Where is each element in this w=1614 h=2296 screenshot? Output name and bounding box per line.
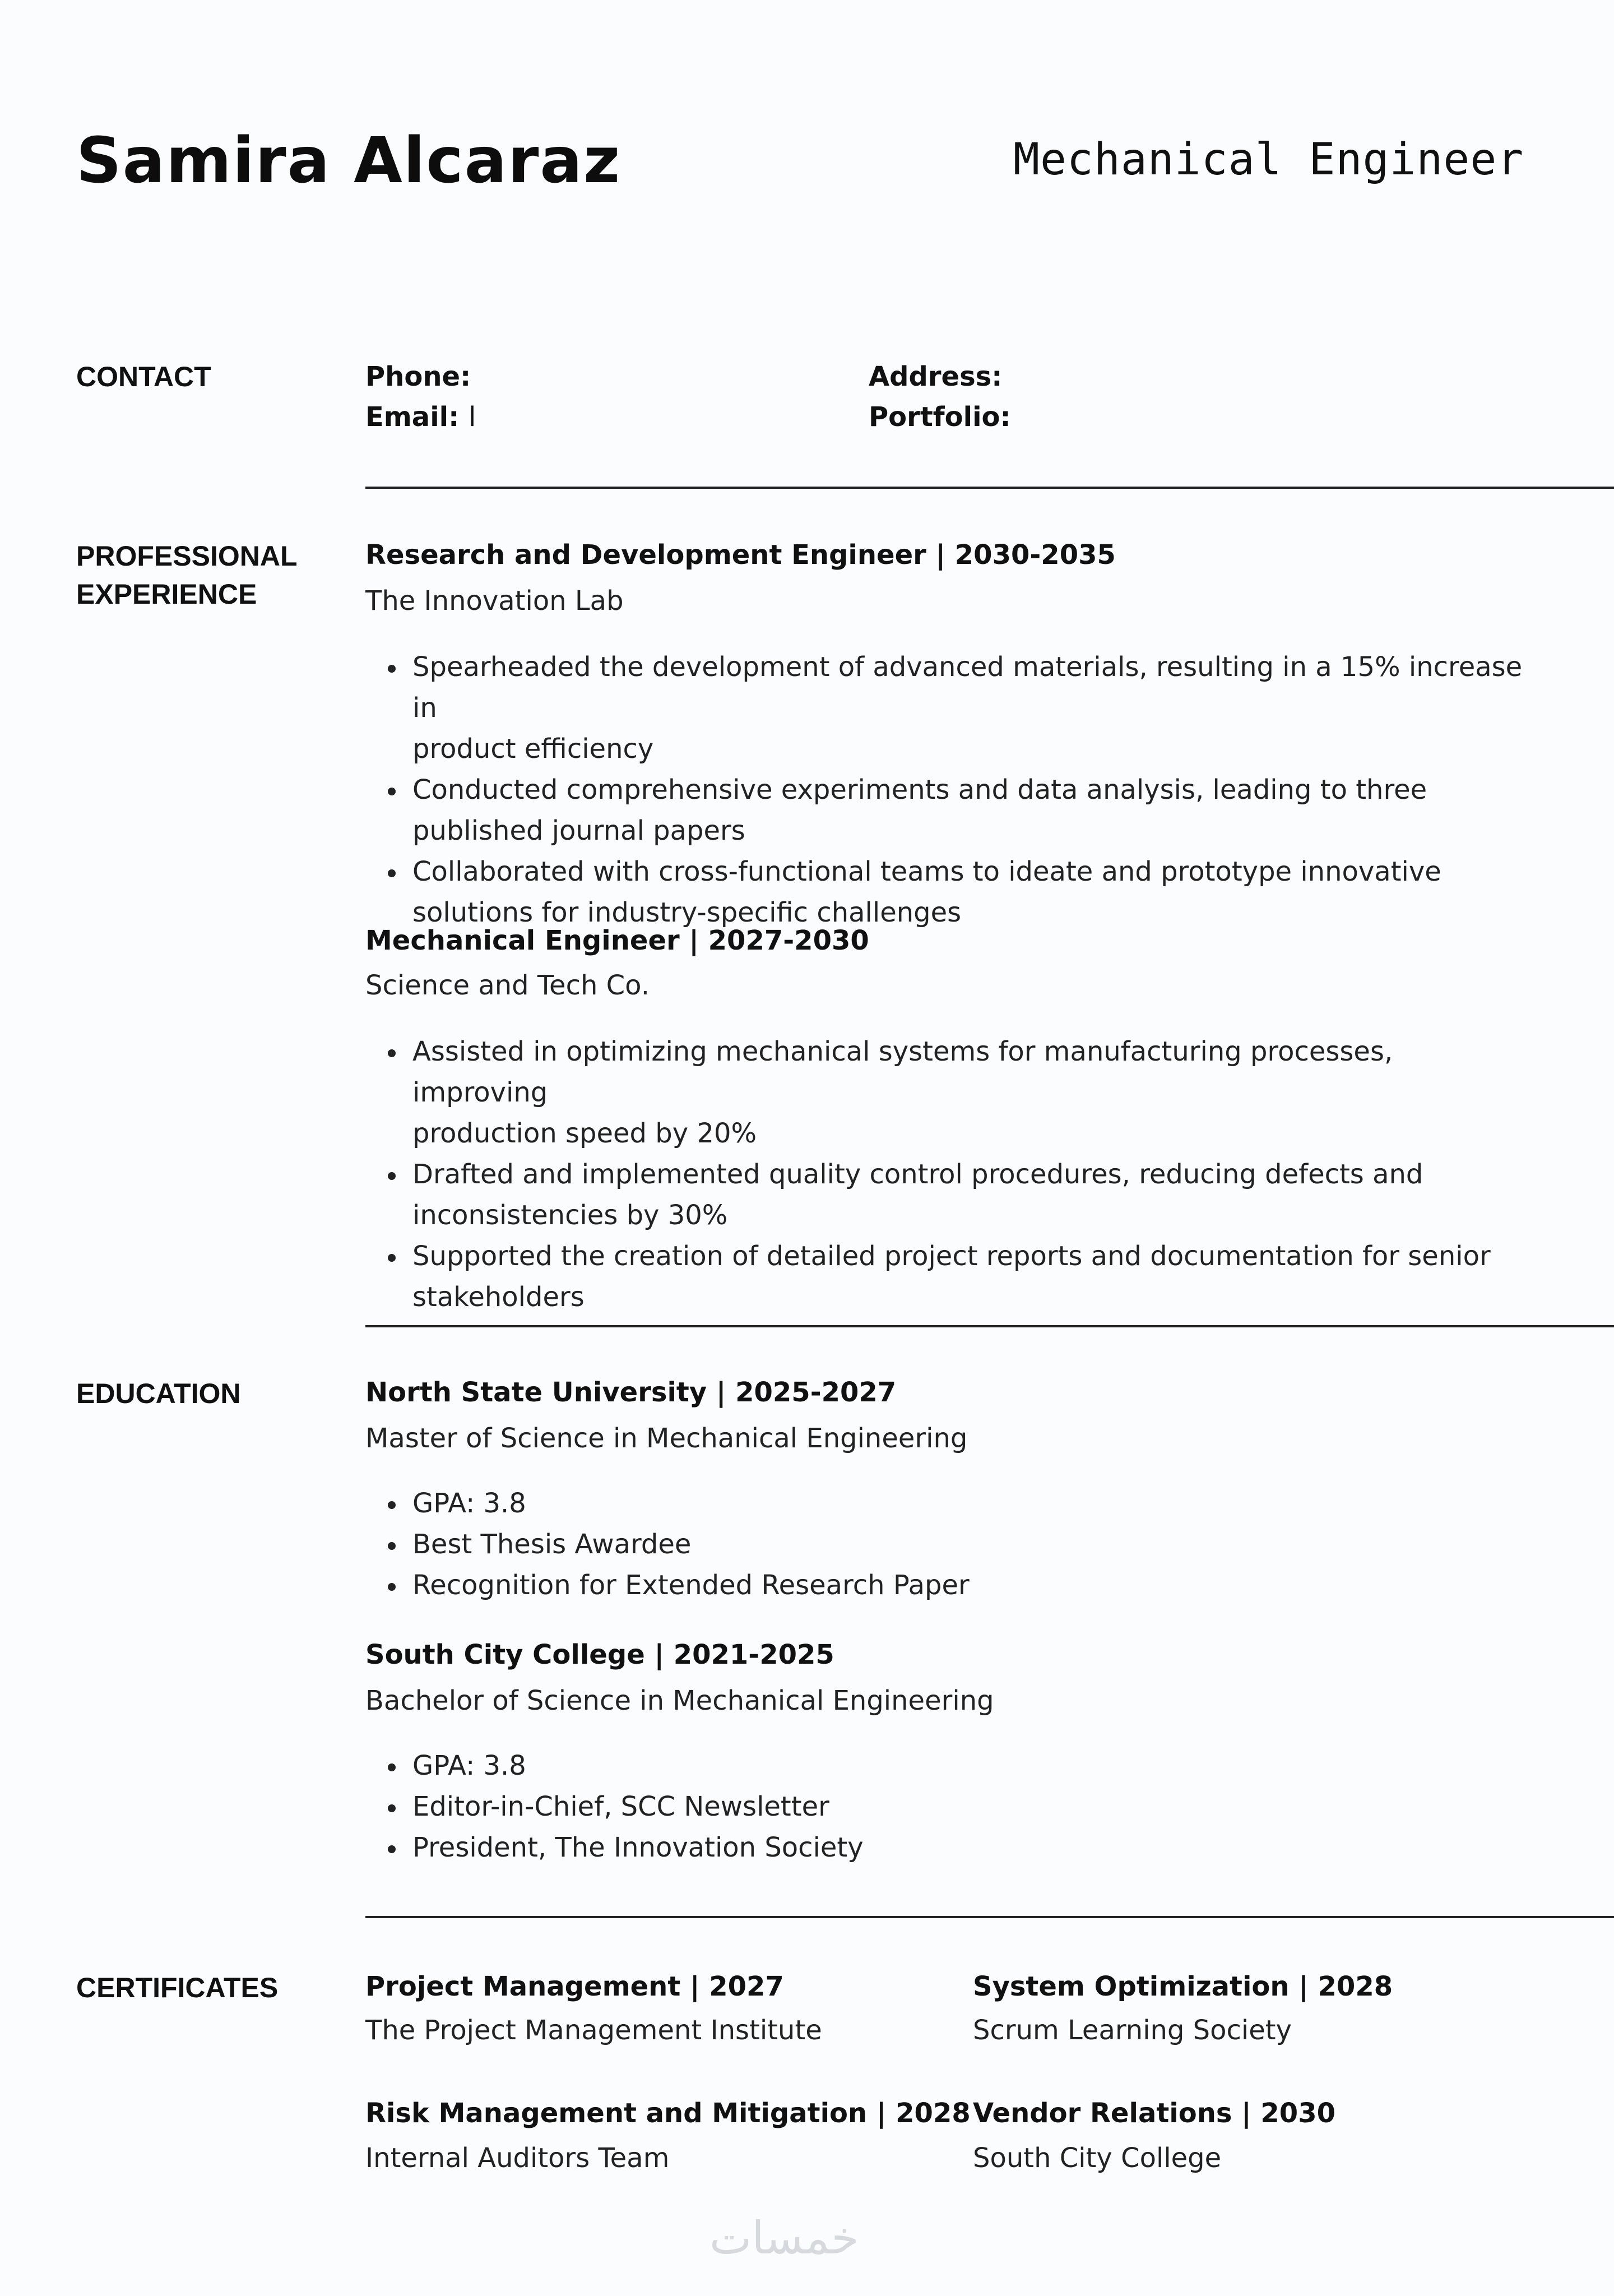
list-item: Best Thesis Awardee: [412, 1524, 1533, 1565]
certificate-title-2: System Optimization | 2028: [973, 1971, 1393, 2002]
certificate-issuer-2: Scrum Learning Society: [973, 2015, 1292, 2046]
section-divider: [365, 1916, 1614, 1918]
section-divider: [365, 487, 1614, 489]
school-bullets-1: [412, 1483, 1533, 1606]
job-title: Mechanical Engineer: [1013, 135, 1524, 185]
list-item-continuation: inconsistencies by 30%: [412, 1200, 728, 1231]
certificate-issuer-4: South City College: [973, 2142, 1222, 2174]
school-title-2: South City College | 2021-2025: [365, 1639, 834, 1670]
certificate-issuer-3: Internal Auditors Team: [365, 2142, 670, 2174]
address-label: Address:: [869, 361, 1003, 392]
section-divider: [365, 1325, 1614, 1327]
job-company-1: The Innovation Lab: [365, 585, 624, 617]
experience-heading: PROFESSIONAL EXPERIENCE: [76, 540, 298, 610]
school-degree-2: Bachelor of Science in Mechanical Engineering: [365, 1685, 994, 1716]
education-heading: EDUCATION: [76, 1378, 241, 1409]
candidate-name: Samira Alcaraz: [76, 124, 622, 197]
certificates-heading: CERTIFICATES: [76, 1972, 279, 2003]
job-title-2: Mechanical Engineer | 2027-2030: [365, 925, 869, 956]
list-item: President, The Innovation Society: [412, 1827, 1533, 1868]
job-bullets-1: [412, 647, 1533, 933]
portfolio-label: Portfolio:: [869, 401, 1011, 433]
list-item-continuation: solutions for industry-specific challenges: [412, 897, 962, 928]
list-item-continuation: product efficiency: [412, 733, 654, 765]
list-item-continuation: published journal papers: [412, 815, 745, 846]
list-item-continuation: stakeholders: [412, 1281, 585, 1313]
list-item: GPA: 3.8: [412, 1746, 1533, 1786]
school-bullets-2: [412, 1746, 1533, 1868]
list-item: Conducted comprehensive experiments and data analysis, leading to three: [412, 770, 1533, 811]
list-item: Drafted and implemented quality control procedures, reducing defects and: [412, 1154, 1533, 1195]
list-item: Spearheaded the development of advanced materials, resulting in a 15% increase in: [412, 647, 1533, 729]
list-item: Supported the creation of detailed project reports and documentation for senior: [412, 1236, 1533, 1277]
school-title-1: North State University | 2025-2027: [365, 1377, 897, 1408]
certificate-title-4: Vendor Relations | 2030: [973, 2098, 1335, 2129]
certificate-title-1: Project Management | 2027: [365, 1971, 784, 2002]
list-item: GPA: 3.8: [412, 1483, 1533, 1524]
phone-label: Phone:: [365, 361, 471, 392]
certificate-issuer-1: The Project Management Institute: [365, 2015, 822, 2046]
email-value: l: [469, 401, 476, 433]
job-company-2: Science and Tech Co.: [365, 970, 650, 1001]
email-label: Email: l: [365, 401, 476, 433]
list-item: Recognition for Extended Research Paper: [412, 1565, 1533, 1606]
job-title-1: Research and Development Engineer | 2030-2035: [365, 539, 1116, 571]
job-bullets-2: [412, 1031, 1533, 1318]
list-item: Assisted in optimizing mechanical systems for manufacturing processes, improving: [412, 1031, 1533, 1113]
certificate-title-3: Risk Management and Mitigation | 2028: [365, 2098, 971, 2129]
list-item: Editor-in-Chief, SCC Newsletter: [412, 1786, 1533, 1827]
school-degree-1: Master of Science in Mechanical Engineering: [365, 1423, 968, 1454]
list-item-continuation: production speed by 20%: [412, 1118, 757, 1149]
list-item: Collaborated with cross-functional teams to ideate and prototype innovative: [412, 851, 1533, 892]
watermark-logo: خمسات: [709, 2212, 859, 2264]
contact-heading: CONTACT: [76, 361, 211, 392]
